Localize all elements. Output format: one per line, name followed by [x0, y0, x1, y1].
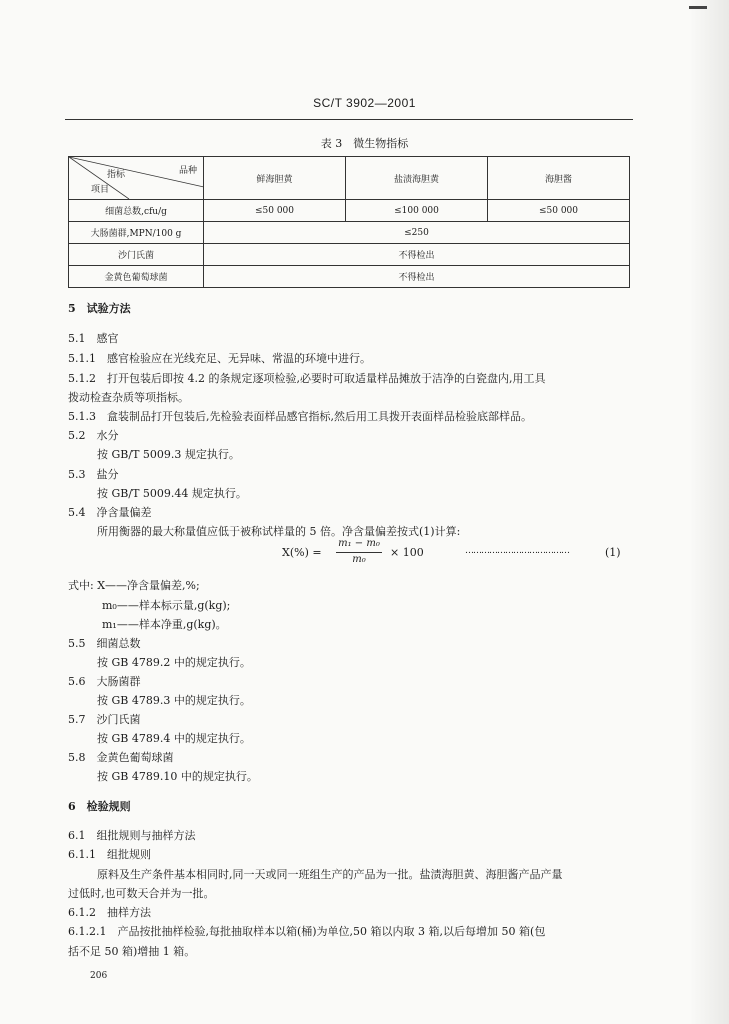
paragraph-line: 5.1.3 盒装制品打开包装后,先检验表面样品感官指标,然后用工具拨开表面样品检验底部样品。	[68, 410, 532, 423]
scan-corner-mark	[689, 6, 707, 9]
table-row	[69, 200, 630, 222]
document-header: SC/T 3902—2001	[313, 96, 416, 110]
header-rule	[65, 119, 633, 120]
subsection-heading: 5.4 净含量偏差	[68, 506, 152, 519]
subsection-heading: 5.5 细菌总数	[68, 637, 141, 650]
formula-legend: m₁——样本净重,g(kg)。	[102, 618, 227, 631]
paragraph-line: 原料及生产条件基本相同时,同一天或同一班组生产的产品为一批。盐渍海胆黄、海胆酱产品产量	[97, 868, 563, 881]
formula-numerator: m₁ − m₀	[338, 538, 380, 549]
subsection-heading: 6.1 组批规则与抽样方法	[68, 829, 196, 842]
paragraph-line: 5.1.2 打开包装后即按 4.2 的条规定逐项检验,必要时可取适量样品摊放于洁净的白瓷盘内,用工具	[68, 372, 546, 385]
subsection-heading: 5.6 大肠菌群	[68, 675, 141, 688]
corner-label-item: 项目	[91, 185, 110, 195]
formula-rhs: × 100	[390, 546, 424, 559]
column-header: 盐渍海胆黄	[346, 157, 488, 200]
table-header-row	[69, 157, 630, 200]
paragraph-line: 按 GB/T 5009.44 规定执行。	[97, 487, 247, 500]
paragraph-line: 按 GB 4789.10 中的规定执行。	[97, 770, 258, 783]
paragraph-line: 所用衡器的最大称量值应低于被称试样量的 5 倍。净含量偏差按式(1)计算:	[97, 525, 461, 538]
paragraph-line: 拨动检查杂质等项指标。	[68, 391, 189, 404]
formula-legend: m₀——样本标示量,g(kg);	[102, 599, 231, 612]
paragraph-line: 按 GB 4789.2 中的规定执行。	[97, 656, 251, 669]
table-cell-merged: 不得检出	[204, 244, 630, 266]
row-label: 大肠菌群,MPN/100 g	[69, 222, 204, 244]
section-heading: 6 检验规则	[68, 800, 131, 813]
fraction-bar	[336, 552, 382, 553]
scan-edge-shadow	[689, 0, 729, 1024]
formula-legend: 式中: X——净含量偏差,%;	[68, 579, 200, 592]
table-cell: ≤50 000	[204, 200, 346, 222]
table-row	[69, 266, 630, 288]
paragraph-line: 按 GB 4789.4 中的规定执行。	[97, 732, 251, 745]
paragraph-line: 过低时,也可数天合并为一批。	[68, 887, 215, 900]
microbiology-table	[68, 156, 630, 288]
subsection-heading: 5.8 金黄色葡萄球菌	[68, 751, 174, 764]
paragraph-line: 6.1.2.1 产品按批抽样检验,每批抽取样本以箱(桶)为单位,50 箱以内取 3 箱,以后每增加 50 箱(包	[68, 925, 546, 938]
paragraph-line: 按 GB 4789.3 中的规定执行。	[97, 694, 251, 707]
row-label: 细菌总数,cfu/g	[69, 200, 204, 222]
subsection-heading: 5.3 盐分	[68, 468, 119, 481]
table-row	[69, 244, 630, 266]
column-header: 鲜海胆黄	[204, 157, 346, 200]
table-corner-cell	[69, 157, 204, 200]
paragraph-line: 按 GB/T 5009.3 规定执行。	[97, 448, 240, 461]
net-content-formula	[0, 538, 729, 568]
row-label: 金黄色葡萄球菌	[69, 266, 204, 288]
table-cell-merged: 不得检出	[204, 266, 630, 288]
subsection-heading: 5.7 沙门氏菌	[68, 713, 141, 726]
subsection-heading: 5.1 感官	[68, 332, 119, 345]
corner-label-indicator: 指标	[107, 170, 126, 180]
formula-number: (1)	[605, 546, 621, 559]
page-number: 206	[90, 971, 108, 981]
section-heading: 5 试验方法	[68, 302, 131, 315]
subsection-heading: 5.2 水分	[68, 429, 119, 442]
table-cell: ≤50 000	[488, 200, 630, 222]
row-label: 沙门氏菌	[69, 244, 204, 266]
subsection-heading: 6.1.2 抽样方法	[68, 906, 151, 919]
formula-leader: …………………………………	[465, 546, 569, 556]
paragraph-line: 括不足 50 箱)增抽 1 箱。	[68, 945, 196, 958]
table-row	[69, 222, 630, 244]
table-cell-merged: ≤250	[204, 222, 630, 244]
formula-denominator: m₀	[352, 554, 366, 565]
table-cell: ≤100 000	[346, 200, 488, 222]
corner-label-variety: 品种	[178, 166, 197, 176]
subsection-heading: 6.1.1 组批规则	[68, 848, 151, 861]
table-caption: 表 3 微生物指标	[320, 137, 409, 150]
column-header: 海胆酱	[488, 157, 630, 200]
formula-lhs: X(%) =	[282, 546, 322, 559]
paragraph-line: 5.1.1 感官检验应在光线充足、无异味、常温的环境中进行。	[68, 352, 371, 365]
